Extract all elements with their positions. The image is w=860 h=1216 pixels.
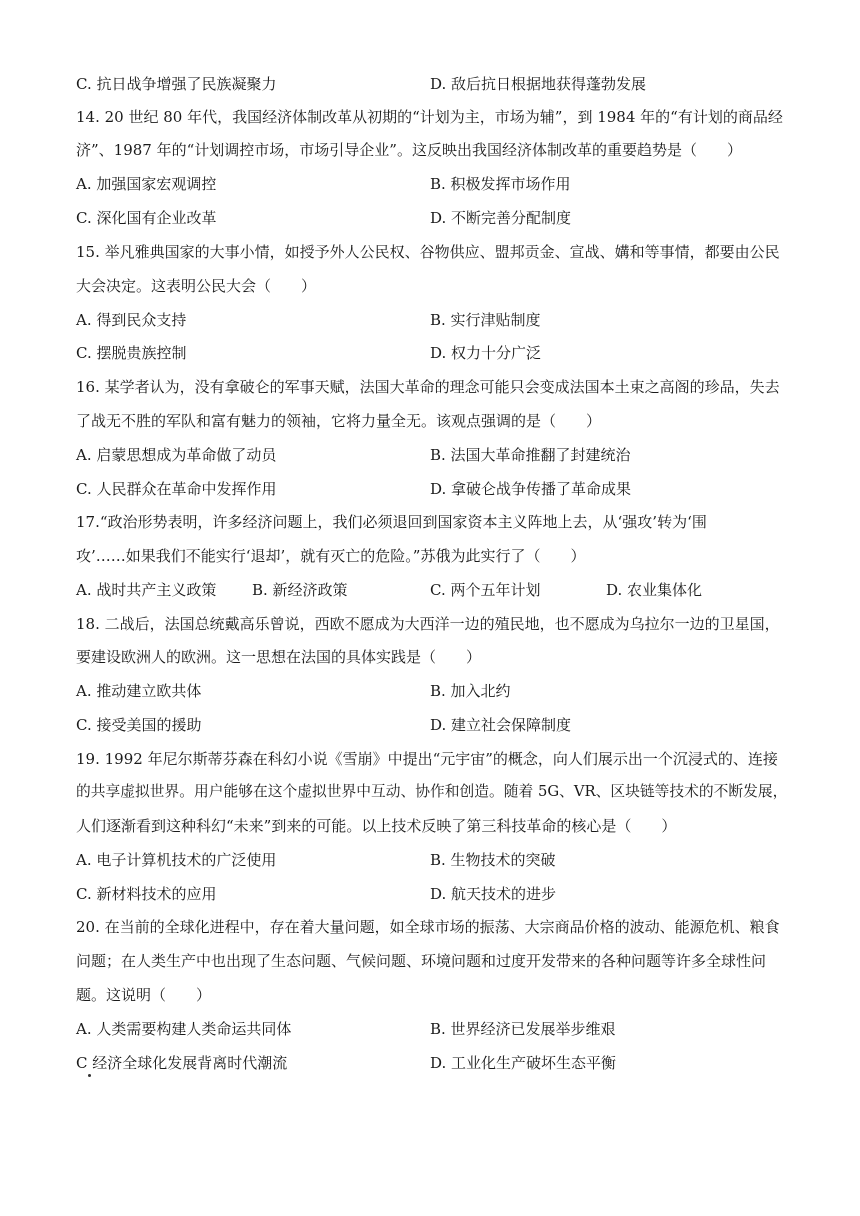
q15-stem-line1: 15. 举凡雅典国家的大事小情，如授予外人公民权、谷物供应、盟邦贡金、宣战、媾和等事情，都要由公民	[76, 243, 780, 261]
q17-stem-line1: 17.“政治形势表明，许多经济问题上，我们必须退回到国家资本主义阵地上去，从‘强攻’转为‘围	[76, 513, 707, 531]
q19-option-b: B. 生物技术的突破	[430, 851, 556, 869]
q15-stem-line2: 大会决定。这表明公民大会（ ）	[76, 277, 317, 295]
q19-stem-line2: 的共享虚拟世界。用户能够在这个虚拟世界中互动、协作和创造。随着 5G、VR、区块链等技术的不断发展，	[76, 783, 788, 800]
q19-option-d: D. 航天技术的进步	[430, 885, 557, 903]
q19-option-a: A. 电子计算机技术的广泛使用	[76, 851, 277, 869]
q19-option-c: C. 新材料技术的应用	[76, 885, 217, 903]
q14-option-d: D. 不断完善分配制度	[430, 209, 572, 227]
q20-stem-line3: 题。这说明（ ）	[76, 986, 212, 1004]
q18-option-c: C. 接受美国的援助	[76, 716, 202, 734]
q20-option-a: A. 人类需要构建人类命运共同体	[76, 1020, 292, 1038]
q14-stem-line2: 济”、1987 年的“计划调控市场，市场引导企业”。这反映出我国经济体制改革的重要趋势是（ ）	[76, 141, 742, 159]
q18-option-a: A. 推动建立欧共体	[76, 682, 202, 700]
q18-stem-line2: 要建设欧洲人的欧洲。这一思想在法国的具体实践是（ ）	[76, 648, 482, 666]
q17-stem-line2: 攻’……如果我们不能实行‘退却’，就有灭亡的危险。”苏俄为此实行了（ ）	[76, 547, 586, 565]
q15-option-b: B. 实行津贴制度	[430, 311, 541, 329]
q20-option-c: C 经济全球化发展背离时代潮流	[76, 1054, 288, 1072]
q16-option-a: A. 启蒙思想成为革命做了动员	[76, 446, 277, 464]
q13-option-c: C. 抗日战争增强了民族凝聚力	[76, 75, 277, 93]
q18-option-d: D. 建立社会保障制度	[430, 716, 572, 734]
q16-stem-line2: 了战无不胜的军队和富有魅力的领袖，它将力量全无。该观点强调的是（ ）	[76, 412, 602, 430]
q15-option-c: C. 摆脱贵族控制	[76, 344, 187, 362]
q17-option-c: C. 两个五年计划	[430, 581, 541, 599]
q14-option-b: B. 积极发挥市场作用	[430, 175, 571, 193]
q19-stem-line1: 19. 1992 年尼尔斯蒂芬森在科幻小说《雪崩》中提出“元宇宙”的概念，向人们展示出一个沉浸式的、连接	[76, 750, 778, 768]
q16-option-c: C. 人民群众在革命中发挥作用	[76, 480, 277, 498]
q15-option-d: D. 权力十分广泛	[430, 344, 542, 362]
q17-option-a: A. 战时共产主义政策	[76, 581, 217, 599]
q17-option-b: B. 新经济政策	[252, 581, 348, 599]
q20-stem-line2: 问题；在人类生产中也出现了生态问题、气候问题、环境问题和过度开发带来的各种问题等许多全球性问	[76, 952, 767, 970]
q20-option-b: B. 世界经济已发展举步维艰	[430, 1020, 616, 1038]
q14-option-c: C. 深化国有企业改革	[76, 209, 217, 227]
q14-stem-line1: 14. 20 世纪 80 年代，我国经济体制改革从初期的“计划为主，市场为辅”，到 1984 年的“有计划的商品经	[76, 108, 783, 126]
q17-option-d: D. 农业集体化	[606, 581, 703, 599]
q19-stem-line3: 人们逐渐看到这种科幻“未来”到来的可能。以上技术反映了第三科技革命的核心是（ ）	[76, 817, 677, 835]
q20-stem-line1: 20. 在当前的全球化进程中，存在着大量问题，如全球市场的振荡、大宗商品价格的波动、能源危机、粮食	[76, 918, 780, 936]
q16-option-d: D. 拿破仑战争传播了革命成果	[430, 480, 632, 498]
q18-option-b: B. 加入北约	[430, 682, 511, 700]
q15-option-a: A. 得到民众支持	[76, 311, 187, 329]
q16-option-b: B. 法国大革命推翻了封建统治	[430, 446, 631, 464]
q16-stem-line1: 16. 某学者认为，没有拿破仑的军事天赋，法国大革命的理念可能只会变成法国本土束之高阁的珍品，失去	[76, 378, 780, 396]
q20-option-d: D. 工业化生产破坏生态平衡	[430, 1054, 617, 1072]
q13-option-d: D. 敌后抗日根据地获得蓬勃发展	[430, 75, 647, 93]
stray-period-mark	[88, 1074, 91, 1077]
q18-stem-line1: 18. 二战后，法国总统戴高乐曾说，西欧不愿成为大西洋一边的殖民地，也不愿成为乌拉尔一边的卫星国，	[76, 615, 780, 633]
q14-option-a: A. 加强国家宏观调控	[76, 175, 217, 193]
